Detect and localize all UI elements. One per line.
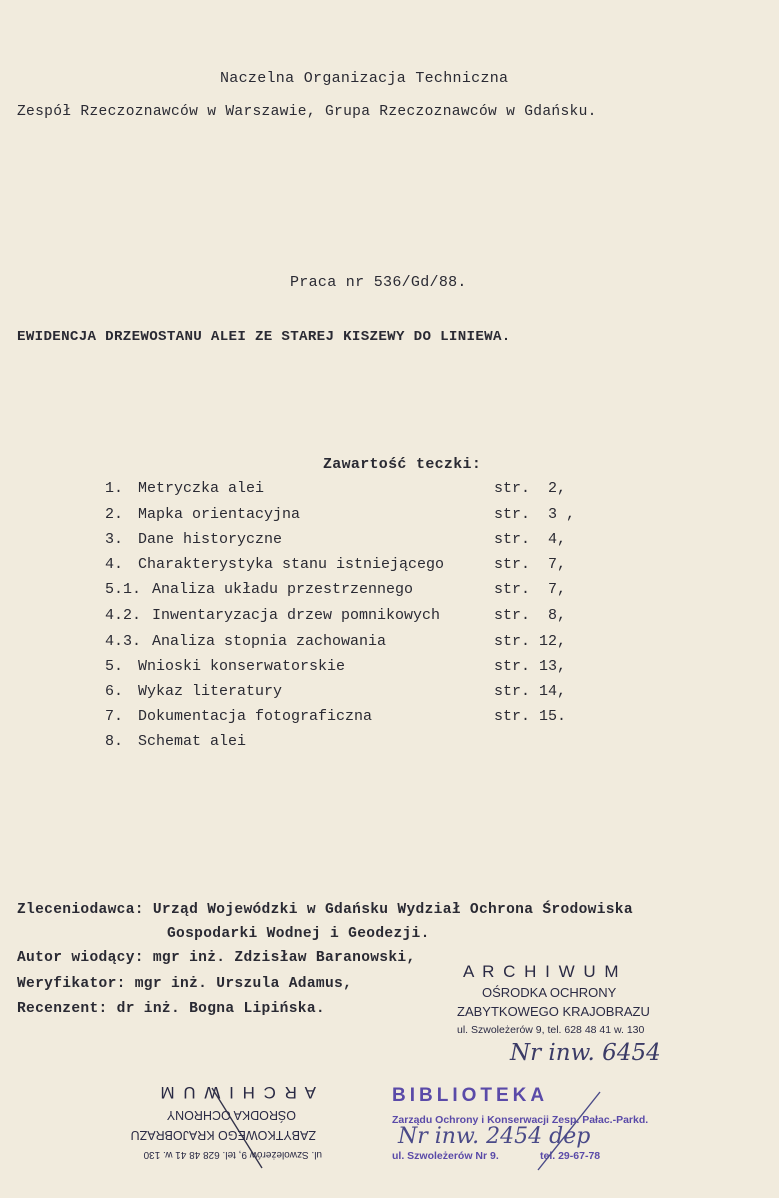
archive-stamp-line2: OŚRODKA OCHRONY [482,985,617,1000]
team-name: Zespół Rzeczoznawców w Warszawie, Grupa Rzeczoznawców w Gdańsku. [17,104,597,120]
toc-title: Mapka orientacyjna [138,506,301,523]
list-item [0,480,779,504]
mirrored-stamp-line3: ZABYTKOWEGO KRAJOBRAZU [130,1128,316,1142]
toc-number: 5. [105,658,124,675]
toc-number: 5.1. [105,581,142,598]
toc-title: Schemat alei [138,733,247,750]
toc-title: Dane historyczne [138,531,283,548]
library-stamp-address: ul. Szwoleżerów Nr 9. [392,1150,499,1162]
toc-page: str. 12, [494,633,567,650]
toc-title: Wnioski konserwatorskie [138,658,346,675]
list-item [0,506,779,530]
toc-page: str. 4, [494,531,567,548]
lead-author: Autor wiodący: mgr inż. Zdzisław Baranowski, [17,950,416,966]
toc-number: 4.2. [105,607,142,624]
mirrored-stamp-line2: OŚRODKA OCHRONY [166,1108,296,1122]
library-stamp-phone: tel. 29-67-78 [540,1150,601,1162]
list-item [0,733,779,757]
client-line-2: Gospodarki Wodnej i Geodezji. [167,926,430,942]
list-item [0,708,779,732]
toc-number: 7. [105,708,124,725]
list-item [0,581,779,605]
toc-number: 8. [105,733,124,750]
toc-number: 1. [105,480,124,497]
library-stamp-title: BIBLIOTEKA [392,1085,549,1106]
toc-number: 3. [105,531,124,548]
mirrored-stamp-address: ul. Szwoleżerów 9, tel. 628 48 41 w. 130 [143,1149,322,1160]
toc-title: Inwentaryzacja drzew pomnikowych [152,607,441,624]
toc-page: str. 8, [494,607,567,624]
toc-page: str. 15. [494,708,567,725]
toc-title: Charakterystyka stanu istniejącego [138,556,445,573]
toc-title: Analiza układu przestrzennego [152,581,414,598]
toc-title: Wykaz literatury [138,683,283,700]
library-stamp-line2: Zarządu Ochrony i Konserwacji Zesp. Pałac.-Parkd. [392,1114,649,1126]
toc-page: str. 7, [494,556,567,573]
verifier: Weryfikator: mgr inż. Urszula Adamus, [17,976,353,992]
toc-page: str. 3 , [494,506,576,523]
toc-title: Dokumentacja fotograficzna [138,708,373,725]
toc-number: 6. [105,683,124,700]
list-item [0,658,779,682]
list-item [0,633,779,657]
toc-title: Analiza stopnia zachowania [152,633,387,650]
work-title: EWIDENCJA DRZEWOSTANU ALEI ZE STAREJ KISZEWY DO LINIEWA. [17,329,511,345]
archive-stamp-line3: ZABYTKOWEGO KRAJOBRAZU [457,1004,650,1019]
work-number: Praca nr 536/Gd/88. [290,274,467,291]
archive-stamp-address: ul. Szwoleżerów 9, tel. 628 48 41 w. 130 [457,1024,645,1036]
mirrored-archive-stamp [120,1072,330,1160]
client-line-1: Zleceniodawca: Urząd Wojewódzki w Gdańsku Wydział Ochrona Środowiska [17,902,633,918]
toc-number: 4.3. [105,633,142,650]
toc-number: 2. [105,506,124,523]
list-item [0,607,779,631]
toc-page: str. 2, [494,480,567,497]
toc-page: str. 14, [494,683,567,700]
org-name: Naczelna Organizacja Techniczna [220,70,509,87]
toc-page: str. 13, [494,658,567,675]
toc-title: Metryczka alei [138,480,265,497]
list-item [0,683,779,707]
archive-stamp-title: A R C H I W U M [463,962,621,981]
inventory-number-handwritten: Nr inw. 6454 [510,1040,661,1066]
list-item [0,556,779,580]
toc-heading: Zawartość teczki: [323,456,482,473]
toc-page: str. 7, [494,581,567,598]
toc-number: 4. [105,556,124,573]
mirrored-stamp-title: A R C H I W U M [158,1083,316,1102]
list-item [0,531,779,555]
library-inventory-handwritten: Nr inw. 2454 dep [398,1124,591,1149]
reviewer: Recenzent: dr inż. Bogna Lipińska. [17,1001,325,1017]
